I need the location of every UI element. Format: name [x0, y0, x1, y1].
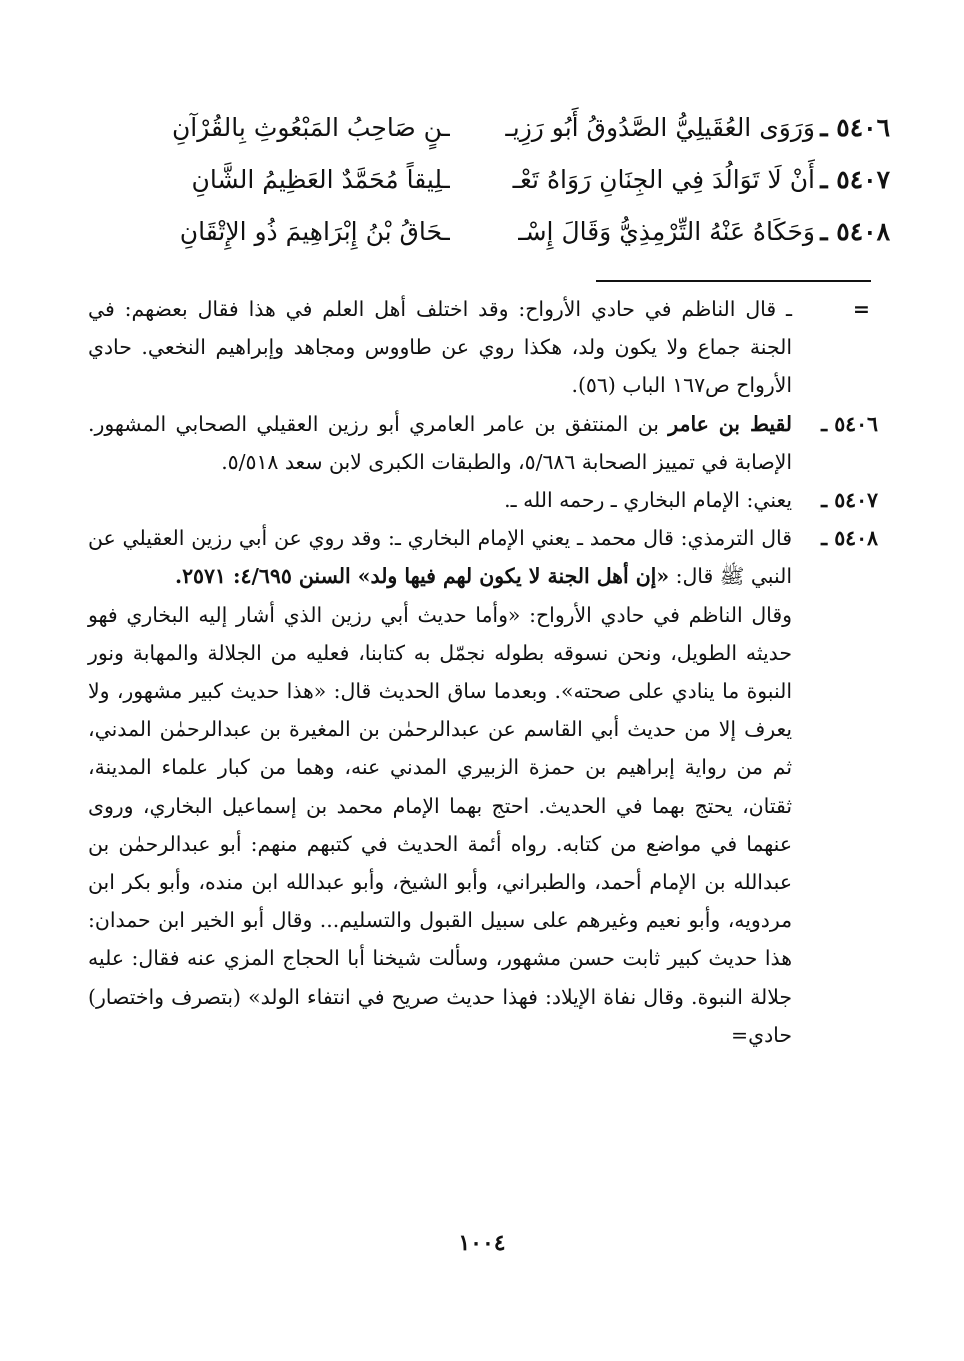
footnote	[88, 481, 878, 519]
verse-number: ٥٤٠٧ ـ	[820, 165, 890, 194]
footnote-separator	[596, 280, 871, 282]
verse-first-hemistich: وَحَكَاهُ عَنْهُ التِّرْمِذِيُّ وَقَالَ إِسْـ	[518, 217, 815, 246]
verse-first-hemistich: وَرَوَى العُقَيلِيُّ الصَّدُوقُ أَبُو رَزِيـ	[505, 113, 815, 142]
verse-first-hemistich: أَنْ لَا تَوَالُدَ فِي الجِنَانِ رَوَاهُ تَعْـ	[512, 165, 815, 194]
footnote-number: ٥٤٠٦ ـ	[821, 411, 878, 436]
footnote-text: يعني: الإمام البخاري ـ رحمه الله ـ.	[504, 488, 792, 513]
footnote-bold-lead: لقيط بن عامر	[668, 411, 792, 436]
verse-second-hemistich: ـنٍ صَاحِبُ المَبْعُوثِ بِالقُرْآنِ	[171, 113, 450, 142]
verse-line	[60, 158, 890, 202]
footnotes	[88, 290, 878, 1054]
footnote-number: ٥٤٠٧ ـ	[821, 488, 878, 513]
footnote-text: ـ قال الناظم في حادي الأرواح: وقد اختلف أهل العلم في هذا فقال بعضهم: في الجنة جماع ولا يكون ولد، هكذا روي عن طاووس ومجاهد وإبراهيم النخعي. حادي الأرواح ص١٦٧ الباب (٥٦).	[88, 297, 792, 398]
footnote	[88, 405, 878, 481]
footnote-number: ٥٤٠٨ ـ	[821, 526, 878, 551]
footnote-bold-quote: «إن أهل الجنة لا يكون لهم فيها ولد»	[357, 564, 670, 589]
footnote-continuation	[88, 596, 878, 1054]
footnote	[88, 519, 878, 595]
verse-line	[60, 210, 890, 254]
verse-second-hemistich: ـلِيقاً مُحَمَّدٌ العَظِيمُ الشَّانِ	[191, 165, 450, 194]
verse-line	[60, 106, 890, 150]
footnote	[88, 290, 878, 405]
verse-number: ٥٤٠٨ ـ	[820, 217, 890, 246]
verse-number: ٥٤٠٦ ـ	[820, 113, 890, 142]
page-number: ١٠٠٤	[458, 1230, 506, 1256]
footnote-text: قال الترمذي: قال محمد ـ يعني الإمام البخاري ـ: وقد روي عن أبي رزين العقيلي عن النبي ﷺ قال:	[88, 526, 792, 589]
footnote-reference: السنن ٤/٦٩٥: ٢٥٧١.	[174, 564, 358, 589]
continuation-marker: =	[852, 297, 870, 321]
verse-second-hemistich: ـحَاقُ بْنُ إِبْرَاهِيمَ ذُو الإِتْقَانِ	[179, 217, 450, 246]
footnote-text: وقال الناظم في حادي الأرواح: «وأما حديث أبي رزين الذي أشار إليه البخاري فهو حديثه الطويل، ونحن نسوقه بطوله نجمّل به كتابنا، فعليه من الجلالة والمهابة ونور النبوة ما ينادي على صحته». وبعدما ساق الحديث قال: «هذا حديث كبير مشهور، ولا يعرف إلا من حديث أبي القاسم عن عبدالرحمٰن بن المغيرة بن عبدالرحمٰن المدني، ثم من رواية إبراهيم بن حمزة الزبيري المدني عنه، وهما من كبار علماء المدينة، ثقتان، يحتج بهما في الحديث. احتج بهما الإمام محمد بن إسماعيل البخاري، وروى عنهما في مواضع من كتابه. رواه أئمة الحديث في كتبهم منهم: أبو عبدالرحمٰن بن عبدالله بن الإمام أحمد، والطبراني، وأبو الشيخ، وأبو عبدالله ابن منده، وأبو بكر ابن مردويه، وأبو نعيم وغيرهم على سبيل القبول والتسليم... وقال أبو الخير ابن حمدان: هذا حديث كبير ثابت حسن مشهور، وسألت شيخنا أبا الحجاج المزي عنه فقال: عليه جلالة النبوة. وقال نفاة الإيلاد: فهذا حديث صريح في انتفاء الولد» (بتصرف واختصار) حادي=	[88, 602, 792, 1047]
footnote-text: بن المنتفق بن عامر العامري أبو رزين العقيلي الصحابي المشهور. الإصابة في تمييز الصحابة ٥/٦٨٦، والطبقات الكبرى لابن سعد ٥/٥١٨.	[88, 411, 792, 474]
